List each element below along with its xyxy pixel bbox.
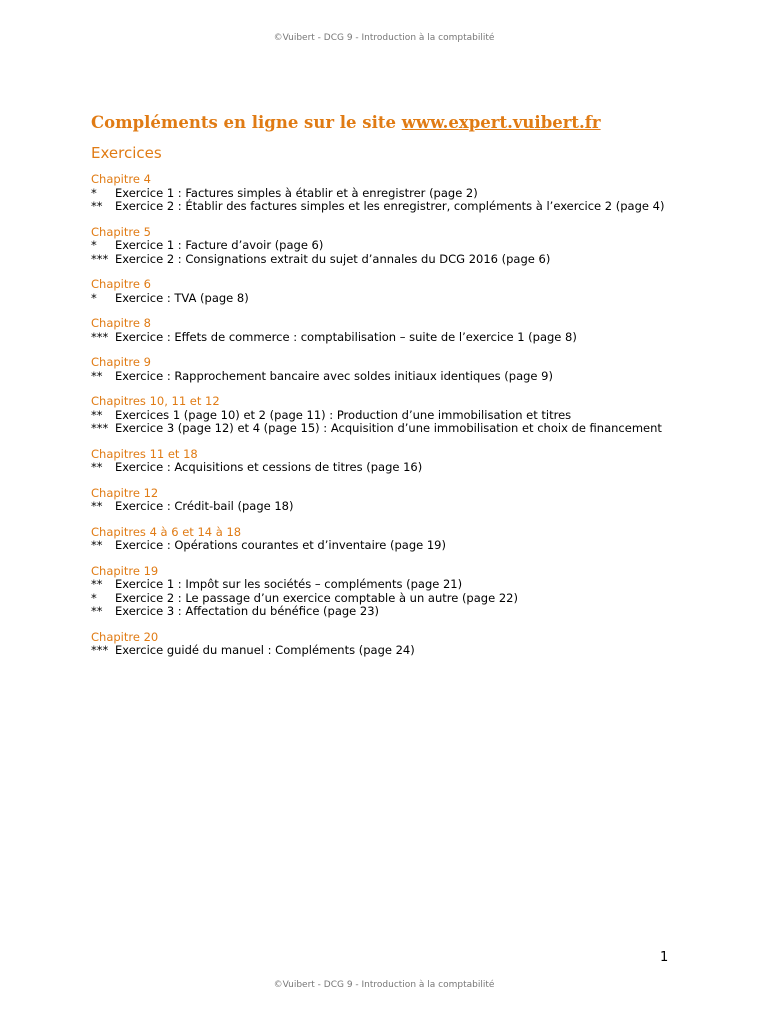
chapter-block xyxy=(91,565,731,619)
exercise-label: Exercice : TVA (page 8) xyxy=(115,290,249,305)
section-title: Exercices xyxy=(91,144,162,162)
chapter-block xyxy=(91,278,731,305)
exercise-label: Exercice 2 : Consignations extrait du sujet d’annales du DCG 2016 (page 6) xyxy=(115,251,551,266)
exercise-label: Exercice : Effets de commerce : comptabilisation – suite de l’exercice 1 (page 8) xyxy=(115,329,577,344)
exercise-label: Exercice 2 : Le passage d’un exercice comptable à un autre (page 22) xyxy=(115,590,518,605)
difficulty-stars: *** xyxy=(91,251,109,266)
exercise-item xyxy=(91,578,731,592)
chapter-title: Chapitre 6 xyxy=(91,277,151,291)
chapter-block xyxy=(91,448,731,475)
chapter-title: Chapitre 9 xyxy=(91,355,151,369)
chapter-title: Chapitres 11 et 18 xyxy=(91,446,198,461)
chapter-list xyxy=(91,173,731,658)
chapter-title: Chapitres 4 à 6 et 14 à 18 xyxy=(91,524,242,539)
exercise-label: Exercice 1 : Factures simples à établir et à enregistrer (page 2) xyxy=(115,185,478,200)
exercise-label: Exercice : Rapprochement bancaire avec soldes initiaux identiques (page 9) xyxy=(115,368,553,383)
exercise-label: Exercice : Crédit-bail (page 18) xyxy=(115,499,294,513)
page-title xyxy=(91,113,731,132)
page-footer: ©Vuibert - DCG 9 - Introduction à la comptabilité xyxy=(273,980,495,990)
difficulty-stars: ** xyxy=(91,604,103,618)
difficulty-stars: ** xyxy=(91,407,103,422)
chapter-block xyxy=(91,226,731,267)
exercise-item xyxy=(91,239,731,253)
exercise-item xyxy=(91,331,731,345)
chapter-title: Chapitre 20 xyxy=(91,629,159,644)
difficulty-stars: * xyxy=(91,185,97,200)
difficulty-stars: ** xyxy=(91,538,103,552)
exercise-label: Exercice 2 : Établir des factures simples et les enregistrer, compléments à l’exercice 2 (page 4) xyxy=(115,199,665,213)
exercise-item xyxy=(91,644,731,658)
exercise-label: Exercice 1 : Facture d’avoir (page 6) xyxy=(115,238,324,252)
chapter-block xyxy=(91,487,731,514)
chapter-title: Chapitre 5 xyxy=(91,224,151,239)
difficulty-stars: * xyxy=(91,590,97,605)
title-prefix: Compléments en ligne sur le site xyxy=(91,113,402,132)
chapter-title: Chapitre 19 xyxy=(91,563,159,578)
chapter-block xyxy=(91,526,731,553)
exercise-item xyxy=(91,422,731,436)
exercise-label: Exercice guidé du manuel : Compléments (page 24) xyxy=(115,643,415,657)
exercise-item xyxy=(91,200,731,214)
exercise-label: Exercice 3 : Affectation du bénéfice (page 23) xyxy=(115,604,380,618)
exercise-label: Exercice 1 : Impôt sur les sociétés – compléments (page 21) xyxy=(115,577,463,591)
exercise-item xyxy=(91,592,731,606)
chapter-block xyxy=(91,631,731,658)
chapter-title: Chapitre 12 xyxy=(91,485,159,500)
exercise-item xyxy=(91,500,731,514)
chapter-block xyxy=(91,356,731,383)
site-link[interactable]: www.expert.vuibert.fr xyxy=(401,113,601,132)
difficulty-stars: *** xyxy=(91,421,109,435)
chapter-block xyxy=(91,395,731,436)
exercise-item xyxy=(91,461,731,475)
difficulty-stars: * xyxy=(91,238,97,252)
chapter-title: Chapitres 10, 11 et 12 xyxy=(91,394,220,408)
difficulty-stars: ** xyxy=(91,499,103,513)
difficulty-stars: *** xyxy=(91,329,109,344)
page-header: ©Vuibert - DCG 9 - Introduction à la comptabilité xyxy=(273,33,495,43)
chapter-block xyxy=(91,173,731,214)
exercise-label: Exercices 1 (page 10) et 2 (page 11) : Production d’une immobilisation et titres xyxy=(115,407,572,422)
chapter-block xyxy=(91,317,731,344)
exercise-item xyxy=(91,409,731,423)
difficulty-stars: *** xyxy=(91,643,109,657)
difficulty-stars: ** xyxy=(91,199,103,213)
exercise-item xyxy=(91,370,731,384)
exercise-item xyxy=(91,253,731,267)
exercise-item xyxy=(91,187,731,201)
difficulty-stars: ** xyxy=(91,577,103,591)
exercise-label: Exercice 3 (page 12) et 4 (page 15) : Acquisition d’une immobilisation et choix de financement xyxy=(115,421,662,435)
difficulty-stars: ** xyxy=(91,460,103,474)
page-number: 1 xyxy=(660,950,669,965)
exercise-item xyxy=(91,292,731,306)
difficulty-stars: ** xyxy=(91,368,103,383)
exercise-item xyxy=(91,539,731,553)
exercise-item xyxy=(91,605,731,619)
chapter-title: Chapitre 8 xyxy=(91,316,151,330)
exercise-label: Exercice : Acquisitions et cessions de titres (page 16) xyxy=(115,460,423,474)
exercise-label: Exercice : Opérations courantes et d’inventaire (page 19) xyxy=(115,538,446,552)
difficulty-stars: * xyxy=(91,290,97,305)
document-content xyxy=(91,113,731,670)
chapter-title: Chapitre 4 xyxy=(91,172,151,186)
